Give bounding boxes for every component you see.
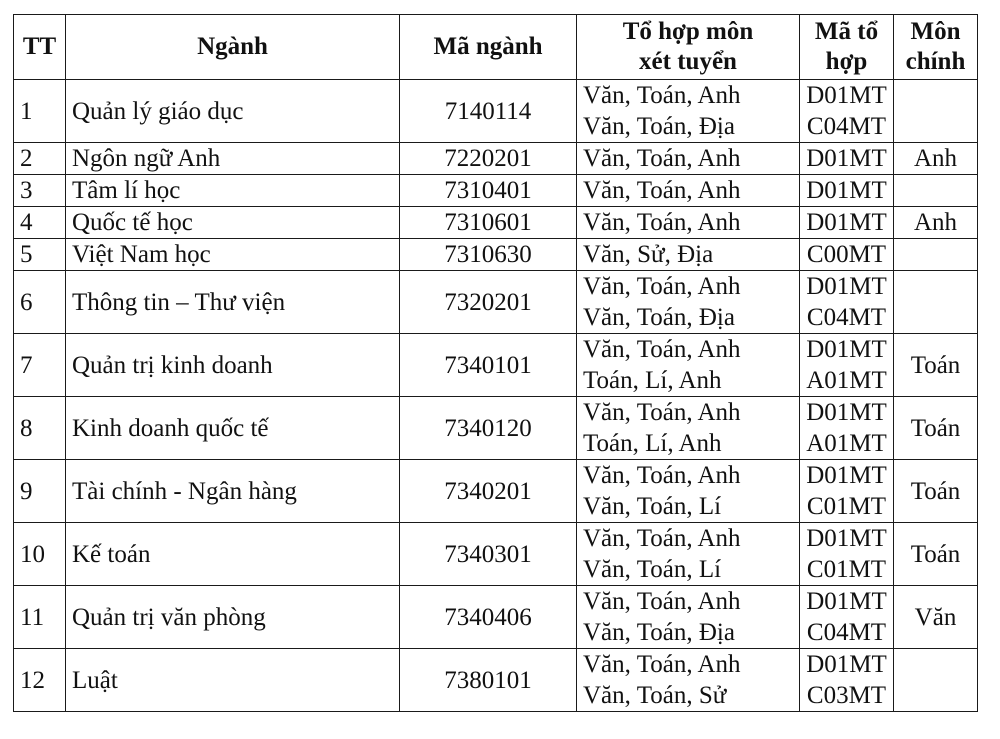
row-number: 8 [14,397,66,460]
major-code: 7340201 [400,460,577,523]
table-row [14,586,978,649]
major-code: 7220201 [400,143,577,175]
main-subject [894,271,978,334]
major-code: 7140114 [400,80,577,143]
combination-code: D01MT A01MT [800,397,894,460]
row-number: 11 [14,586,66,649]
header-major: Ngành [66,15,400,80]
subject-combination: Văn, Toán, Anh Văn, Toán, Lí [577,460,800,523]
combination-code: D01MT C04MT [800,80,894,143]
main-subject [894,239,978,271]
subject-combination: Văn, Toán, Anh Văn, Toán, Địa [577,80,800,143]
row-number: 6 [14,271,66,334]
table-row [14,207,978,239]
combination-code: D01MT C01MT [800,460,894,523]
subject-combination: Văn, Toán, Anh Toán, Lí, Anh [577,334,800,397]
table-row [14,334,978,397]
table-row [14,397,978,460]
combination-code: C00MT [800,239,894,271]
row-number: 9 [14,460,66,523]
major-code: 7320201 [400,271,577,334]
major-code: 7310401 [400,175,577,207]
subject-combination: Văn, Toán, Anh Văn, Toán, Địa [577,271,800,334]
major-name: Quản trị văn phòng [66,586,400,649]
main-subject: Toán [894,397,978,460]
main-subject [894,80,978,143]
header-subject-combination: Tổ hợp môn xét tuyển [577,15,800,80]
main-subject: Văn [894,586,978,649]
row-number: 7 [14,334,66,397]
header-main-subject: Môn chính [894,15,978,80]
subject-combination: Văn, Toán, Anh Văn, Toán, Lí [577,523,800,586]
subject-combination: Văn, Toán, Anh [577,207,800,239]
main-subject: Anh [894,143,978,175]
major-name: Quản trị kinh doanh [66,334,400,397]
table-body [14,80,978,712]
major-code: 7380101 [400,649,577,712]
major-code: 7340101 [400,334,577,397]
subject-combination: Văn, Toán, Anh Văn, Toán, Sử [577,649,800,712]
subject-combination: Văn, Toán, Anh [577,143,800,175]
table-row [14,80,978,143]
major-code: 7340406 [400,586,577,649]
table-row [14,271,978,334]
major-name: Thông tin – Thư viện [66,271,400,334]
admission-table [13,14,978,712]
table-row [14,649,978,712]
main-subject: Toán [894,523,978,586]
major-name: Quản lý giáo dục [66,80,400,143]
combination-code: D01MT A01MT [800,334,894,397]
major-code: 7310630 [400,239,577,271]
row-number: 5 [14,239,66,271]
major-name: Việt Nam học [66,239,400,271]
main-subject: Toán [894,334,978,397]
header-row [14,15,978,80]
header-tt: TT [14,15,66,80]
main-subject: Anh [894,207,978,239]
main-subject [894,649,978,712]
major-code: 7340120 [400,397,577,460]
major-name: Kế toán [66,523,400,586]
major-code: 7340301 [400,523,577,586]
subject-combination: Văn, Toán, Anh Toán, Lí, Anh [577,397,800,460]
table-row [14,239,978,271]
table-row [14,523,978,586]
combination-code: D01MT C04MT [800,271,894,334]
subject-combination: Văn, Sử, Địa [577,239,800,271]
table-row [14,143,978,175]
row-number: 4 [14,207,66,239]
combination-code: D01MT C04MT [800,586,894,649]
combination-code: D01MT C03MT [800,649,894,712]
subject-combination: Văn, Toán, Anh [577,175,800,207]
subject-combination: Văn, Toán, Anh Văn, Toán, Địa [577,586,800,649]
table-row [14,460,978,523]
combination-code: D01MT C01MT [800,523,894,586]
major-name: Ngôn ngữ Anh [66,143,400,175]
major-code: 7310601 [400,207,577,239]
table-row [14,175,978,207]
major-name: Luật [66,649,400,712]
major-name: Kinh doanh quốc tế [66,397,400,460]
major-name: Tâm lí học [66,175,400,207]
major-name: Tài chính - Ngân hàng [66,460,400,523]
main-subject [894,175,978,207]
row-number: 12 [14,649,66,712]
header-major-code: Mã ngành [400,15,577,80]
combination-code: D01MT [800,143,894,175]
major-name: Quốc tế học [66,207,400,239]
main-subject: Toán [894,460,978,523]
row-number: 2 [14,143,66,175]
row-number: 10 [14,523,66,586]
header-combination-code: Mã tổ hợp [800,15,894,80]
row-number: 3 [14,175,66,207]
combination-code: D01MT [800,175,894,207]
row-number: 1 [14,80,66,143]
combination-code: D01MT [800,207,894,239]
